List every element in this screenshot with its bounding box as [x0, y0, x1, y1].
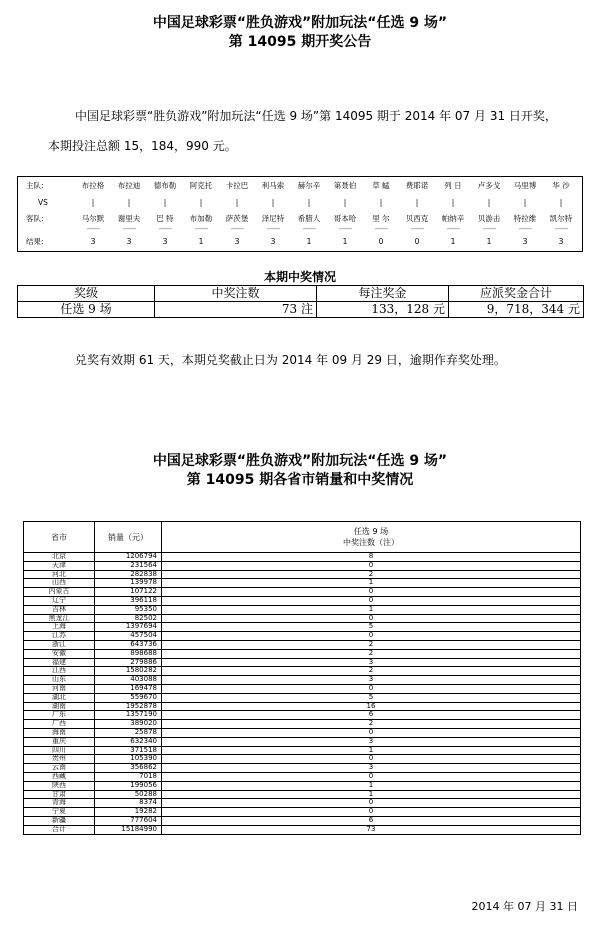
province-sales: 7018 [95, 772, 162, 781]
result-cells [75, 237, 579, 247]
province-row [24, 632, 581, 641]
home-team-cell: 第聂伯 [333, 181, 357, 190]
prize-table [17, 285, 584, 318]
province-sales: 389020 [95, 720, 162, 729]
province-name: 重庆 [24, 737, 95, 746]
province-name: 宁夏 [24, 808, 95, 817]
province-row [24, 720, 581, 729]
home-team-cell: 利马索 [261, 181, 285, 190]
result-cell: 1 [198, 237, 204, 246]
province-sales: 777604 [95, 816, 162, 825]
province-sales: 279886 [95, 658, 162, 667]
away-team-cell: 希腊人 [297, 214, 321, 223]
result-cell: 3 [270, 237, 276, 246]
province-row [24, 684, 581, 693]
province-wins: 0 [162, 588, 581, 597]
province-row [24, 676, 581, 685]
province-sales: 107122 [95, 588, 162, 597]
province-name: 天津 [24, 561, 95, 570]
province-sales: 19282 [95, 808, 162, 817]
vs-bar-cell: | [235, 198, 239, 207]
vs-bar-cell: | [163, 198, 167, 207]
province-sales: 82502 [95, 614, 162, 623]
home-team-cell: 列 日 [444, 181, 462, 190]
separator-cell: —— [410, 224, 424, 233]
prize-header-total: 应派奖金合计 [449, 286, 584, 302]
province-sales: 231564 [95, 561, 162, 570]
province-wins: 0 [162, 772, 581, 781]
vs-label: VS [38, 198, 48, 207]
province-wins: 2 [162, 649, 581, 658]
province-name: 辽宁 [24, 596, 95, 605]
province-wins: 5 [162, 693, 581, 702]
province-name: 青海 [24, 799, 95, 808]
province-name: 新疆 [24, 816, 95, 825]
province-sales: 457504 [95, 632, 162, 641]
result-cell: 0 [414, 237, 420, 246]
province-name: 浙江 [24, 640, 95, 649]
province-name: 河南 [24, 684, 95, 693]
province-name: 广东 [24, 711, 95, 720]
province-row [24, 640, 581, 649]
separator-cell: —— [554, 224, 568, 233]
prize-level: 任选 9 场 [18, 302, 155, 318]
province-name: 湖北 [24, 693, 95, 702]
province-title-line2: 第 14095 期各省市销量和中奖情况 [186, 472, 414, 488]
province-row [24, 693, 581, 702]
province-name: 河北 [24, 570, 95, 579]
away-team-cell: 泽尼特 [261, 214, 285, 223]
province-name: 湖南 [24, 702, 95, 711]
province-sales: 559670 [95, 693, 162, 702]
province-name: 山西 [24, 579, 95, 588]
result-cell: 1 [486, 237, 492, 246]
vs-bar-cell: | [451, 198, 455, 207]
away-team-cell: 布加勒 [189, 214, 213, 223]
province-name: 福建 [24, 658, 95, 667]
province-title-line1: 中国足球彩票“胜负游戏”附加玩法“任选 9 场” [152, 453, 448, 469]
province-sales: 1580282 [95, 667, 162, 676]
province-wins: 0 [162, 799, 581, 808]
announcement-title-line1: 中国足球彩票“胜负游戏”附加玩法“任选 9 场” [152, 15, 448, 31]
province-row [24, 825, 581, 834]
province-wins: 1 [162, 746, 581, 755]
intro-text-line1: 中国足球彩票“胜负游戏”附加玩法“任选 9 场”第 14095 期于 2014 年 07 月 31 日开奖， [75, 109, 557, 123]
province-sales: 50288 [95, 790, 162, 799]
province-sales: 8374 [95, 799, 162, 808]
province-row [24, 649, 581, 658]
separator-cell: —— [446, 224, 460, 233]
province-sales: 643736 [95, 640, 162, 649]
separator-cells [75, 224, 579, 234]
away-team-cell: 萨茨堡 [225, 214, 249, 223]
prize-caption: 本期中奖情况 [263, 270, 336, 284]
province-row [24, 799, 581, 808]
result-cell: 3 [90, 237, 96, 246]
separator-cell: —— [482, 224, 496, 233]
separator-cell: —— [518, 224, 532, 233]
intro-text-line2: 本期投注总额 15，184，990 元。 [48, 139, 237, 153]
province-wins: 0 [162, 755, 581, 764]
home-team-cell: 阿克托 [189, 181, 213, 190]
province-row [24, 737, 581, 746]
province-sales: 1397694 [95, 623, 162, 632]
separator-cell: —— [266, 224, 280, 233]
province-sales: 139978 [95, 579, 162, 588]
province-wins: 2 [162, 720, 581, 729]
away-team-cells [75, 214, 579, 224]
validity-notice: 兑奖有效期 61 天，本期兑奖截止日为 2014 年 09 月 29 日，逾期作弃奖处理。 [75, 353, 506, 367]
away-team-cell: 贝游击 [477, 214, 501, 223]
away-team-cell: 特拉维 [513, 214, 537, 223]
province-row [24, 711, 581, 720]
province-wins: 1 [162, 579, 581, 588]
province-section-title [0, 452, 600, 490]
away-team-cell: 凯尔特 [549, 214, 573, 223]
province-row [24, 570, 581, 579]
prize-row [18, 302, 584, 318]
province-row [24, 658, 581, 667]
result-cell: 3 [558, 237, 564, 246]
home-team-cell: 德布勒 [153, 181, 177, 190]
province-sales: 396118 [95, 596, 162, 605]
province-row [24, 579, 581, 588]
province-row [24, 746, 581, 755]
vs-bar-cell: | [487, 198, 491, 207]
footer-date: 2014 年 07 月 31 日 [471, 900, 578, 913]
vs-bar-cell: | [271, 198, 275, 207]
province-wins: 0 [162, 561, 581, 570]
home-team-cell: 赫尔辛 [297, 181, 321, 190]
province-row [24, 728, 581, 737]
separator-cell: —— [374, 224, 388, 233]
vs-bar-cell: | [559, 198, 563, 207]
vs-bar-cell: | [343, 198, 347, 207]
home-team-cell: 费耶诺 [405, 181, 429, 190]
province-name: 四川 [24, 746, 95, 755]
province-table-body [24, 553, 581, 835]
province-sales: 1357190 [95, 711, 162, 720]
vs-bar-cells [75, 198, 579, 208]
province-row [24, 755, 581, 764]
result-cell: 1 [342, 237, 348, 246]
home-team-cell: 布拉迪 [117, 181, 141, 190]
province-wins: 5 [162, 623, 581, 632]
home-label: 主队: [26, 181, 44, 190]
province-name: 西藏 [24, 772, 95, 781]
province-sales: 371518 [95, 746, 162, 755]
province-wins: 0 [162, 614, 581, 623]
province-name: 北京 [24, 553, 95, 562]
province-sales: 25878 [95, 728, 162, 737]
away-team-cell: 谢里夫 [117, 214, 141, 223]
announcement-title-line2: 第 14095 期开奖公告 [228, 34, 372, 50]
province-wins: 0 [162, 596, 581, 605]
province-header-wins-line2: 中奖注数（注） [343, 538, 399, 547]
home-team-cell: 草 蜢 [372, 181, 390, 190]
province-sales: 282838 [95, 570, 162, 579]
province-sales: 1952878 [95, 702, 162, 711]
province-name: 江苏 [24, 632, 95, 641]
province-wins: 2 [162, 570, 581, 579]
province-header-wins-line1: 任选 9 场 [353, 527, 389, 536]
province-sales: 95350 [95, 605, 162, 614]
province-name: 山东 [24, 676, 95, 685]
province-sales: 1206794 [95, 553, 162, 562]
province-sales: 105390 [95, 755, 162, 764]
separator-cell: —— [158, 224, 172, 233]
province-name: 安徽 [24, 649, 95, 658]
province-wins: 2 [162, 640, 581, 649]
home-team-cell: 布拉格 [81, 181, 105, 190]
prize-header-level: 奖级 [18, 286, 155, 302]
province-name: 吉林 [24, 605, 95, 614]
prize-count: 73 注 [155, 302, 317, 318]
province-sales: 898688 [95, 649, 162, 658]
province-sales: 15184990 [95, 825, 162, 834]
away-team-cell: 贝西克 [405, 214, 429, 223]
result-label: 结果: [26, 237, 44, 246]
province-wins: 1 [162, 605, 581, 614]
province-sales: 356862 [95, 764, 162, 773]
prize-header-row [18, 286, 584, 302]
province-wins: 73 [162, 825, 581, 834]
home-team-cell: 卡拉巴 [225, 181, 249, 190]
province-row [24, 667, 581, 676]
province-wins: 3 [162, 764, 581, 773]
separator-cell: —— [122, 224, 136, 233]
province-row [24, 772, 581, 781]
province-row [24, 702, 581, 711]
province-name: 云南 [24, 764, 95, 773]
result-cell: 1 [306, 237, 312, 246]
province-sales: 199056 [95, 781, 162, 790]
province-wins: 1 [162, 781, 581, 790]
away-team-cell: 帕纳辛 [441, 214, 465, 223]
prize-amount: 133，128 元 [317, 302, 449, 318]
province-row [24, 816, 581, 825]
home-team-cell: 卢多戈 [477, 181, 501, 190]
separator-cell: —— [338, 224, 352, 233]
province-row [24, 561, 581, 570]
province-wins: 2 [162, 667, 581, 676]
prize-header-amount: 每注奖金 [317, 286, 449, 302]
province-table [23, 521, 581, 835]
province-name: 贵州 [24, 755, 95, 764]
province-wins: 6 [162, 711, 581, 720]
province-row [24, 596, 581, 605]
result-cell: 0 [378, 237, 384, 246]
separator-cell: —— [230, 224, 244, 233]
province-wins: 8 [162, 553, 581, 562]
vs-bar-cell: | [523, 198, 527, 207]
province-row [24, 764, 581, 773]
province-sales: 169478 [95, 684, 162, 693]
province-wins: 6 [162, 816, 581, 825]
province-wins: 0 [162, 728, 581, 737]
vs-bar-cell: | [379, 198, 383, 207]
prize-header-count: 中奖注数 [155, 286, 317, 302]
province-row [24, 553, 581, 562]
province-wins: 0 [162, 632, 581, 641]
away-team-cell: 里 尔 [372, 214, 390, 223]
separator-cell: —— [302, 224, 316, 233]
result-cell: 3 [126, 237, 132, 246]
home-team-cells [75, 181, 579, 191]
vs-bar-cell: | [199, 198, 203, 207]
separator-cell: —— [194, 224, 208, 233]
match-table [17, 176, 583, 252]
province-wins: 3 [162, 658, 581, 667]
prize-total: 9，718，344 元 [449, 302, 584, 318]
province-sales: 632340 [95, 737, 162, 746]
announcement-title [0, 14, 600, 52]
separator-cell: —— [86, 224, 100, 233]
province-row [24, 623, 581, 632]
vs-bar-cell: | [307, 198, 311, 207]
province-row [24, 781, 581, 790]
province-name: 陕西 [24, 781, 95, 790]
vs-bar-cell: | [415, 198, 419, 207]
home-team-cell: 马里博 [513, 181, 537, 190]
vs-bar-cell: | [91, 198, 95, 207]
province-name: 上海 [24, 623, 95, 632]
province-header-sales: 销量（元） [95, 522, 162, 553]
province-header-wins [162, 522, 581, 553]
province-wins: 0 [162, 684, 581, 693]
province-wins: 16 [162, 702, 581, 711]
province-wins: 3 [162, 737, 581, 746]
province-name: 内蒙古 [24, 588, 95, 597]
away-team-cell: 马尔默 [81, 214, 105, 223]
province-row [24, 808, 581, 817]
province-name: 甘肃 [24, 790, 95, 799]
province-wins: 3 [162, 676, 581, 685]
away-team-cell: 巴 特 [156, 214, 174, 223]
province-name: 广西 [24, 720, 95, 729]
province-header-row [24, 522, 581, 553]
province-sales: 403088 [95, 676, 162, 685]
away-label: 客队: [26, 214, 44, 223]
province-name: 江西 [24, 667, 95, 676]
province-name: 合计 [24, 825, 95, 834]
province-name: 海南 [24, 728, 95, 737]
province-row [24, 588, 581, 597]
province-header-province: 省市 [24, 522, 95, 553]
vs-bar-cell: | [127, 198, 131, 207]
province-row [24, 605, 581, 614]
result-cell: 1 [450, 237, 456, 246]
province-wins: 1 [162, 790, 581, 799]
home-team-cell: 华 沙 [552, 181, 570, 190]
province-name: 黑龙江 [24, 614, 95, 623]
province-wins: 0 [162, 808, 581, 817]
result-cell: 3 [522, 237, 528, 246]
away-team-cell: 哥本哈 [333, 214, 357, 223]
province-row [24, 790, 581, 799]
result-cell: 3 [234, 237, 240, 246]
province-row [24, 614, 581, 623]
result-cell: 3 [162, 237, 168, 246]
